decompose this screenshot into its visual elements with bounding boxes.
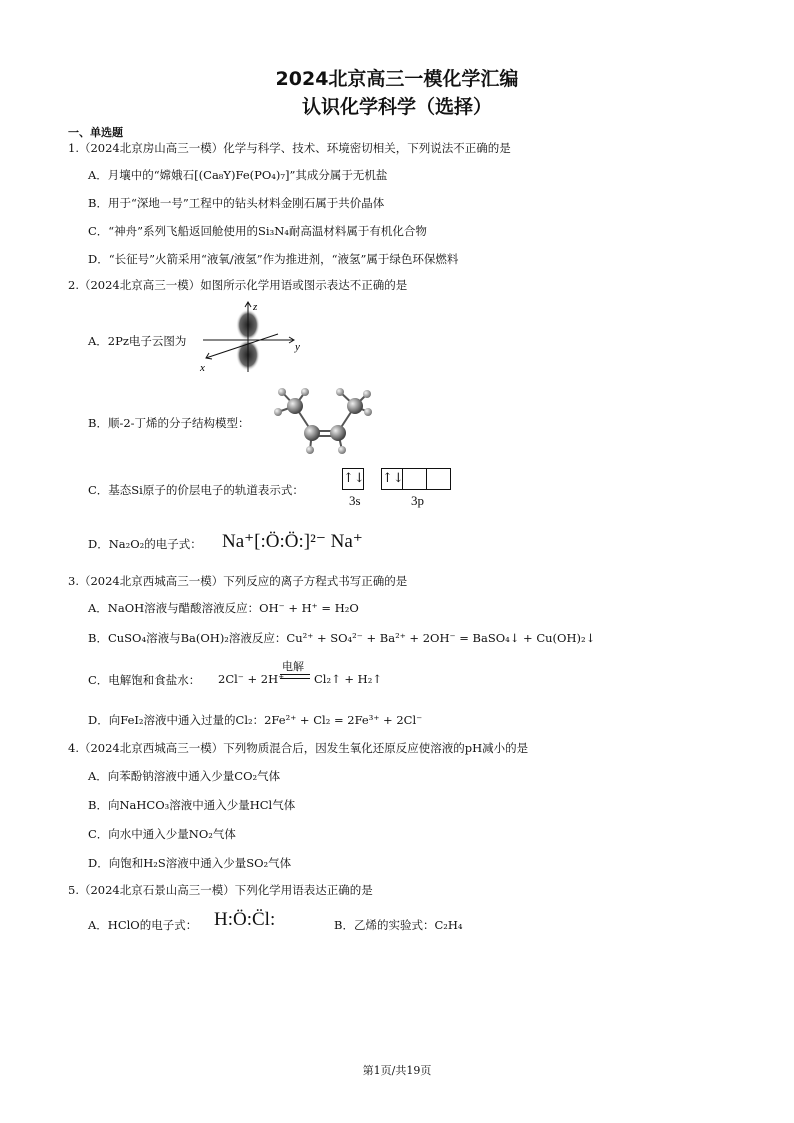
label-3s: 3s bbox=[349, 493, 361, 508]
hydrogen-atom bbox=[363, 390, 371, 398]
orbital-diagram bbox=[198, 298, 310, 374]
hydrogen-atom bbox=[301, 388, 309, 396]
question-1-option-c: C．“神舟”系列飞船返回舱使用的Si₃N₄耐高温材料属于有机化合物 bbox=[88, 224, 427, 238]
question-3-option-d: D．向FeI₂溶液中通入过量的Cl₂：2Fe²⁺ + Cl₂ = 2Fe³⁺ + 2Cl⁻ bbox=[88, 713, 423, 727]
question-4-option-b: B．向NaHCO₃溶液中通入少量HCl气体 bbox=[88, 798, 296, 812]
x-axis-label: x bbox=[200, 362, 205, 374]
orbital-box-3s: ↑↓ bbox=[342, 468, 364, 490]
hydrogen-atom bbox=[364, 408, 372, 416]
hydrogen-atom bbox=[306, 446, 314, 454]
orbital-box-3p-1: ↑↓ bbox=[381, 468, 403, 490]
carbon-atom bbox=[347, 398, 363, 414]
question-4-option-c: C．向水中通入少量NO₂气体 bbox=[88, 827, 236, 841]
question-4-option-a: A．向苯酚钠溶液中通入少量CO₂气体 bbox=[88, 769, 281, 783]
hydrogen-atom bbox=[274, 408, 282, 416]
page-title: 2024北京高三一模化学汇编 bbox=[275, 68, 519, 90]
question-4-stem: 4.（2024北京西城高三一模）下列物质混合后，因发生氧化还原反应使溶液的pH减小的是 bbox=[68, 741, 529, 755]
label-3p: 3p bbox=[411, 493, 424, 508]
z-axis-label: z bbox=[253, 301, 258, 313]
question-5-option-a: A．HClO的电子式： bbox=[88, 918, 198, 932]
question-3-option-c-right: Cl₂↑ + H₂↑ bbox=[314, 672, 382, 686]
page-footer: 第1页/共19页 bbox=[362, 1064, 432, 1077]
question-3-option-a: A．NaOH溶液与醋酸溶液反应：OH⁻ + H⁺ = H₂O bbox=[88, 601, 359, 615]
question-3-option-b: B．CuSO₄溶液与Ba(OH)₂溶液反应：Cu²⁺ + SO₄²⁻ + Ba²⁺ + 2OH⁻ = BaSO₄↓ + Cu(OH)₂↓ bbox=[88, 631, 596, 645]
equation-equals-bar bbox=[280, 674, 310, 679]
butene-model bbox=[270, 382, 380, 458]
question-2-option-c: C．基态Si原子的价层电子的轨道表示式： bbox=[88, 483, 304, 497]
orbital-box-3p-2 bbox=[403, 468, 427, 490]
page-subtitle: 认识化学科学（选择） bbox=[301, 96, 492, 118]
section-heading: 一、单选题 bbox=[68, 126, 123, 139]
question-1-option-a: A．月壤中的“嫦娥石[(Ca₈Y)Fe(PO₄)₇]”其成分属于无机盐 bbox=[88, 168, 388, 182]
question-3-stem: 3.（2024北京西城高三一模）下列反应的离子方程式书写正确的是 bbox=[68, 574, 408, 588]
hydrogen-atom bbox=[336, 388, 344, 396]
electrolysis-condition: 电解 bbox=[282, 660, 304, 673]
orbital-3s-box bbox=[342, 468, 364, 490]
carbon-atom bbox=[287, 398, 303, 414]
orbital-3p-box bbox=[381, 468, 451, 490]
hydrogen-atom bbox=[278, 388, 286, 396]
question-5-option-b: B．乙烯的实验式：C₂H₄ bbox=[334, 918, 463, 932]
question-5-stem: 5.（2024北京石景山高三一模）下列化学用语表达正确的是 bbox=[68, 883, 373, 897]
carbon-atom bbox=[304, 425, 320, 441]
question-2-option-d: D．Na₂O₂的电子式： bbox=[88, 537, 202, 551]
carbon-atom bbox=[330, 425, 346, 441]
na2o2-electron-formula: Na⁺[:Ö:Ö:]²⁻ Na⁺ bbox=[222, 531, 363, 552]
question-1-stem: 1.（2024北京房山高三一模）化学与科学、技术、环境密切相关，下列说法不正确的是 bbox=[68, 141, 511, 155]
orbital-box-3p-3 bbox=[427, 468, 451, 490]
hclo-electron-formula: H:Ö:C̈l: bbox=[214, 909, 276, 930]
question-3-option-c-left: 2Cl⁻ + 2H⁺ bbox=[218, 672, 285, 686]
question-1-option-b: B．用于“深地一号”工程中的钻头材料金刚石属于共价晶体 bbox=[88, 196, 385, 210]
question-4-option-d: D．向饱和H₂S溶液中通入少量SO₂气体 bbox=[88, 856, 292, 870]
y-axis-label: y bbox=[295, 341, 300, 353]
question-1-option-d: D．“长征号”火箭采用“液氧/液氢”作为推进剂，“液氢”属于绿色环保燃料 bbox=[88, 252, 459, 266]
question-3-option-c-label: C．电解饱和食盐水： bbox=[88, 673, 201, 687]
hydrogen-atom bbox=[338, 446, 346, 454]
question-2-option-a: A．2Pz电子云图为 bbox=[88, 334, 187, 348]
question-2-option-b: B．顺-2-丁烯的分子结构模型： bbox=[88, 416, 250, 430]
question-2-stem: 2.（2024北京高三一模）如图所示化学用语或图示表达不正确的是 bbox=[68, 278, 408, 292]
